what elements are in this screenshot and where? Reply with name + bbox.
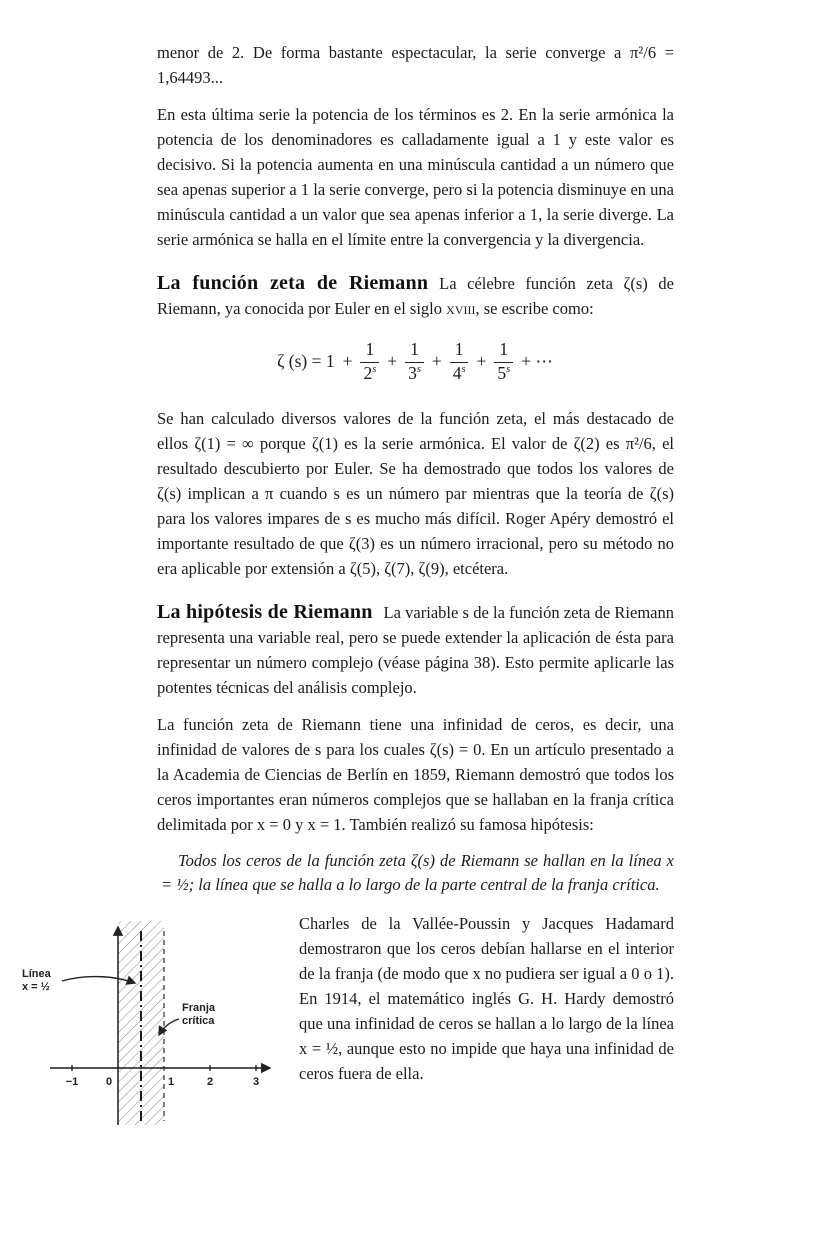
page-content (22, 40, 674, 1131)
para-harmonic-power: En esta última serie la potencia de los términos es 2. En la serie armónica la potencia de los denominadores es calladamente igual a 1 y este valor es decisivo. Si la potencia aumenta en una minúscula cantidad a un número que sea apenas superior a 1 la serie converge, pero si la potencia disminuye en una minúscula cantidad a un valor que sea apenas inferior a 1, la serie diverge. La serie armónica se halla en el límite entre la convergencia y la divergencia. (157, 105, 674, 249)
zeta-formula (157, 341, 674, 382)
linea-label: Línea x = ½ (22, 968, 51, 993)
section-riemann-hypothesis (157, 600, 674, 700)
para-vallee-poussin-hardy: Charles de la Vallée-Poussin y Jacques Hadamard demostraron que los ceros debían hallarse en el interior de la franja (de modo que x no pudiera ser igual a 0 o 1). En 1914, el matemático inglés G. H. Hardy demostró que una infinidad de ceros se hallan a lo largo de la línea x = ½, aunque esto no impide que haya una infinidad de ceros fuera de ella. (299, 914, 674, 1083)
denominator: 2$^s$ (363, 362, 377, 383)
denominator: 3$^s$ (408, 362, 421, 383)
exponent: s (461, 363, 466, 375)
tick-label-3: 3 (252, 1076, 260, 1088)
heading-riemann-hypothesis: La hipótesis de Riemann (157, 601, 373, 623)
para-zeros-critical-strip: La función zeta de Riemann tiene una infinidad de ceros, es decir, una infinidad de valores de s para los cuales ζ(s) = 0. En un artículo presentado a la Academia de Ciencias de Berlín en 1859, Riemann demostró que todos los ceros importantes eran números complejos que se hallaban en la franja crítica delimitada por x = 0 y x = 1. También realizó su famosa hipótesis: (157, 715, 674, 834)
section-zeta-function (157, 271, 674, 321)
denominator: 5$^s$ (497, 362, 511, 383)
fraction-one-over-2s (360, 341, 379, 382)
zeta-intro-century: xviii (446, 299, 476, 318)
zeta-intro-b: , se escribe como: (475, 299, 594, 318)
exponent: s (416, 363, 421, 375)
tick-label-2: 2 (206, 1076, 214, 1088)
critical-strip-figure (20, 913, 285, 1131)
fraction-one-over-3s (405, 341, 424, 382)
para-series-converge: menor de 2. De forma bastante espectacular, la serie converge a π²/6 = 1,64493... (157, 43, 674, 87)
formula-ellipsis: + ⋯ (521, 351, 553, 371)
figure-paragraph-section (22, 911, 674, 1131)
numerator: 1 (450, 341, 469, 363)
numerator: 1 (494, 341, 513, 363)
hypothesis-quote: Todos los ceros de la función zeta ζ(s) de Riemann se hallan en la línea x = ½; la línea que se halla a lo largo de la parte central de la franja crítica. (161, 851, 674, 894)
plus-operator: + (431, 351, 442, 371)
tick-label-1: 1 (167, 1076, 175, 1088)
numerator: 1 (405, 341, 424, 363)
franja-label: Franja crítica (182, 1002, 216, 1027)
zeta-intro-a: La célebre función zeta ζ(s) de Riemann, ya conocida por Euler en el siglo (157, 274, 674, 318)
tick-label-0: 0 (105, 1076, 113, 1088)
plus-operator: + (476, 351, 487, 371)
denominator: 4$^s$ (452, 362, 466, 383)
fraction-one-over-4s (450, 341, 469, 382)
critical-strip-diagram (20, 913, 285, 1131)
tick-label-minus1: −1 (65, 1076, 79, 1088)
para-zeta-values: Se han calculado diversos valores de la función zeta, el más destacado de ellos ζ(1) = ∞ porque ζ(1) es la serie armónica. El valor de ζ(2) es π²/6, el resultado descubierto por Euler. Se ha demostrado que todos los valores de ζ(s) implican a π cuando s es un número par mientras que la teoría de ζ(s) para los valores impares de s es mucho más difícil. Roger Apéry demostró el importante resultado de que ζ(3) es un número irracional, pero su método no era aplicable por extensión a ζ(5), ζ(7), ζ(9), etcétera. (157, 409, 674, 578)
heading-zeta-function: La función zeta de Riemann (157, 272, 429, 294)
exponent: s (372, 363, 377, 375)
plus-operator: + (342, 351, 353, 371)
fraction-one-over-5s (494, 341, 513, 382)
numerator: 1 (360, 341, 379, 363)
plus-operator: + (387, 351, 398, 371)
formula-lhs: ζ (s) = 1 (277, 351, 335, 371)
hypothesis-intro-text: La variable s de la función zeta de Riemann representa una variable real, pero se puede extender la aplicación de ésta para representar un número complejo (véase página 38). Esto permite aplicarle las potentes técnicas del análisis complejo. (157, 603, 674, 697)
exponent: s (506, 363, 511, 375)
